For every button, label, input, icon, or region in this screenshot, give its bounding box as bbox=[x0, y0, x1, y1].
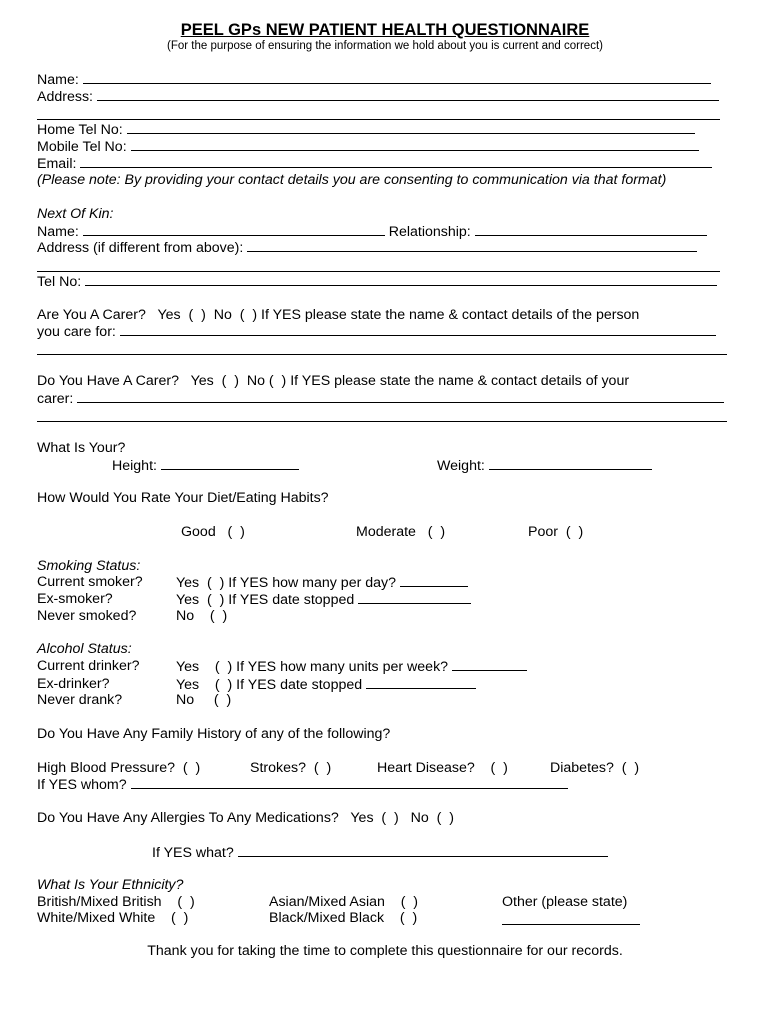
address-field[interactable] bbox=[97, 88, 719, 101]
are-you-carer-no[interactable]: No ( ) bbox=[213, 307, 258, 323]
diet-question: How Would You Rate Your Diet/Eating Habits? bbox=[37, 490, 329, 506]
allergies-what-label: If YES what? bbox=[152, 845, 234, 861]
heart-disease-option[interactable]: Heart Disease? ( ) bbox=[377, 760, 508, 776]
have-carer-yes[interactable]: Yes ( ) bbox=[190, 373, 239, 389]
name-row bbox=[37, 71, 711, 89]
ex-smoker-label: Ex-smoker? bbox=[37, 591, 113, 607]
cigarettes-per-day-field[interactable] bbox=[400, 574, 468, 587]
nok-name-field[interactable] bbox=[83, 223, 385, 236]
ex-drinker-label: Ex-drinker? bbox=[37, 676, 110, 692]
name-label: Name: bbox=[37, 72, 79, 88]
are-you-carer-yes[interactable]: Yes ( ) bbox=[157, 307, 206, 323]
carer-label: carer: bbox=[37, 391, 74, 407]
never-drank-answer[interactable]: No ( ) bbox=[176, 692, 232, 708]
nok-name-label: Name: bbox=[37, 224, 79, 240]
have-carer-question: Do You Have A Carer? bbox=[37, 373, 179, 389]
family-history-question: Do You Have Any Family History of any of the following? bbox=[37, 726, 391, 742]
diet-moderate-option[interactable]: Moderate ( ) bbox=[356, 524, 446, 540]
email-row bbox=[37, 155, 712, 173]
height-field[interactable] bbox=[161, 457, 299, 470]
home-tel-field[interactable] bbox=[127, 121, 695, 134]
weight-field[interactable] bbox=[489, 457, 652, 470]
carer-row bbox=[37, 390, 724, 408]
home-tel-label: Home Tel No: bbox=[37, 122, 123, 138]
allergies-what-field[interactable] bbox=[238, 844, 608, 857]
nok-tel-row bbox=[37, 273, 717, 291]
address-row bbox=[37, 88, 719, 106]
diet-poor-option[interactable]: Poor ( ) bbox=[528, 524, 584, 540]
ex-smoker-row bbox=[176, 591, 471, 609]
allergies-yes[interactable]: Yes ( ) bbox=[350, 810, 399, 826]
current-drinker-row bbox=[176, 658, 527, 676]
have-carer-no[interactable]: No ( ) bbox=[246, 373, 287, 389]
smoking-date-stopped-field[interactable] bbox=[358, 591, 471, 604]
allergies-no[interactable]: No ( ) bbox=[410, 810, 454, 826]
carer-line-2[interactable] bbox=[37, 421, 727, 422]
ex-smoker-answer[interactable]: Yes ( ) If YES date stopped bbox=[176, 592, 355, 608]
other-ethnicity-field[interactable] bbox=[502, 924, 640, 925]
address-field-line-2[interactable] bbox=[37, 119, 720, 120]
allergies-question: Do You Have Any Allergies To Any Medications? bbox=[37, 810, 339, 826]
never-smoked-label: Never smoked? bbox=[37, 608, 137, 624]
measurements-question: What Is Your? bbox=[37, 440, 126, 456]
consent-note: (Please note: By providing your contact details you are consenting to communication via that format) bbox=[37, 172, 667, 188]
nok-relationship-field[interactable] bbox=[475, 223, 707, 236]
are-you-carer-row bbox=[37, 307, 639, 324]
you-care-for-row bbox=[37, 323, 716, 341]
weight-row bbox=[437, 457, 652, 475]
you-care-for-field[interactable] bbox=[120, 323, 716, 336]
white-option[interactable]: White/Mixed White ( ) bbox=[37, 910, 189, 926]
whom-field[interactable] bbox=[131, 776, 568, 789]
nok-relationship-label: Relationship: bbox=[388, 224, 471, 240]
thank-you-note: Thank you for taking the time to complete this questionnaire for our records. bbox=[147, 943, 623, 959]
alcohol-heading: Alcohol Status: bbox=[37, 641, 132, 657]
home-tel-row bbox=[37, 121, 695, 139]
carer-field[interactable] bbox=[77, 390, 724, 403]
are-you-carer-question: Are You A Carer? bbox=[37, 307, 146, 323]
british-option[interactable]: British/Mixed British ( ) bbox=[37, 894, 195, 910]
allergies-row bbox=[37, 810, 454, 827]
asian-option[interactable]: Asian/Mixed Asian ( ) bbox=[269, 894, 419, 910]
you-care-for-label: you care for: bbox=[37, 324, 116, 340]
nok-tel-field[interactable] bbox=[85, 273, 717, 286]
email-field[interactable] bbox=[80, 155, 712, 168]
address-label: Address: bbox=[37, 89, 93, 105]
allergies-what-row bbox=[152, 844, 608, 862]
email-label: Email: bbox=[37, 156, 77, 172]
black-option[interactable]: Black/Mixed Black ( ) bbox=[269, 910, 418, 926]
drinking-date-stopped-field[interactable] bbox=[366, 676, 476, 689]
ex-drinker-answer[interactable]: Yes ( ) If YES date stopped bbox=[176, 677, 363, 693]
nok-address-label: Address (if different from above): bbox=[37, 240, 244, 256]
height-label: Height: bbox=[112, 458, 157, 474]
never-smoked-answer[interactable]: No ( ) bbox=[176, 608, 228, 624]
units-per-week-field[interactable] bbox=[452, 658, 527, 671]
other-option: Other (please state) bbox=[502, 894, 628, 910]
are-you-carer-details: If YES please state the name & contact details of the person bbox=[261, 307, 640, 323]
have-carer-details: If YES please state the name & contact details of your bbox=[290, 373, 630, 389]
nok-address-line-2[interactable] bbox=[37, 271, 720, 272]
never-drank-label: Never drank? bbox=[37, 692, 123, 708]
diabetes-option[interactable]: Diabetes? ( ) bbox=[550, 760, 640, 776]
current-smoker-row bbox=[176, 574, 468, 592]
current-drinker-answer[interactable]: Yes ( ) If YES how many units per week? bbox=[176, 659, 449, 675]
have-carer-row bbox=[37, 373, 629, 390]
nok-tel-label: Tel No: bbox=[37, 274, 82, 290]
name-field[interactable] bbox=[83, 71, 711, 84]
whom-label: If YES whom? bbox=[37, 777, 127, 793]
whom-row bbox=[37, 776, 568, 794]
weight-label: Weight: bbox=[437, 458, 485, 474]
form-title: PEEL GPs NEW PATIENT HEALTH QUESTIONNAIRE bbox=[180, 21, 590, 39]
nok-address-row bbox=[37, 239, 697, 257]
current-drinker-label: Current drinker? bbox=[37, 658, 140, 674]
mobile-tel-field[interactable] bbox=[131, 138, 699, 151]
strokes-option[interactable]: Strokes? ( ) bbox=[250, 760, 332, 776]
next-of-kin-heading: Next Of Kin: bbox=[37, 206, 114, 222]
smoking-heading: Smoking Status: bbox=[37, 558, 141, 574]
mobile-tel-label: Mobile Tel No: bbox=[37, 139, 127, 155]
diet-good-option[interactable]: Good ( ) bbox=[181, 524, 245, 540]
current-smoker-label: Current smoker? bbox=[37, 574, 143, 590]
nok-address-field[interactable] bbox=[247, 239, 697, 252]
ethnicity-heading: What Is Your Ethnicity? bbox=[37, 877, 184, 893]
current-smoker-answer[interactable]: Yes ( ) If YES how many per day? bbox=[176, 575, 397, 591]
you-care-for-line-2[interactable] bbox=[37, 354, 727, 355]
height-row bbox=[112, 457, 299, 475]
high-blood-pressure-option[interactable]: High Blood Pressure? ( ) bbox=[37, 760, 201, 776]
mobile-tel-row bbox=[37, 138, 699, 156]
form-subtitle: (For the purpose of ensuring the information we hold about you is current and correct) bbox=[167, 40, 603, 52]
